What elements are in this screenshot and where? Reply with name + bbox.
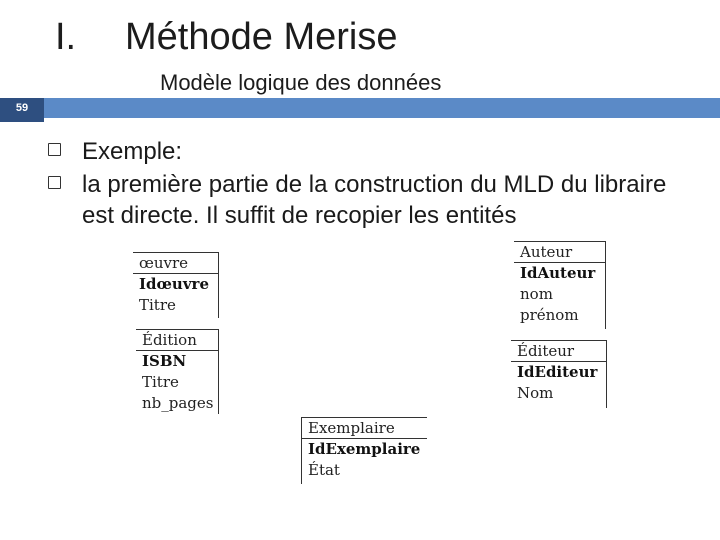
page-number: 59: [0, 98, 44, 122]
entity-attribute: nom: [520, 285, 553, 303]
entity-name: Édition: [136, 330, 218, 351]
checkbox-bullet-icon: [48, 176, 61, 189]
header-band: [44, 98, 720, 118]
entity-auteur: [514, 241, 606, 329]
bullet-list: [48, 136, 678, 231]
bullet-item: [48, 169, 678, 231]
entity-key: IdAuteur: [520, 264, 596, 282]
slide-subtitle: Modèle logique des données: [160, 70, 442, 95]
entity-editeur: [511, 340, 607, 408]
entity-name: œuvre: [133, 253, 218, 274]
entity-attribute: Nom: [517, 384, 554, 402]
entity-name: Éditeur: [511, 341, 606, 362]
entity-edition: [136, 329, 219, 414]
entity-attribute: État: [308, 461, 340, 479]
bullet-text: la première partie de la construction du MLD du libraire est directe. Il suffit de recopier les entités: [82, 171, 667, 229]
entity-key: ISBN: [142, 352, 187, 370]
slide-title: [55, 16, 397, 59]
title-number: I.: [55, 16, 77, 58]
bullet-item: [48, 136, 678, 167]
entity-oeuvre: [133, 252, 219, 318]
entity-key: IdEditeur: [517, 363, 598, 381]
entity-attribute: prénom: [520, 306, 579, 324]
title-text: Méthode Merise: [125, 16, 398, 58]
bullet-text: Exemple:: [82, 138, 183, 165]
entity-attribute: Titre: [139, 296, 176, 314]
entity-attribute: nb_pages: [142, 394, 214, 412]
entity-name: Auteur: [514, 242, 605, 263]
entity-name: Exemplaire: [302, 418, 427, 439]
entity-key: IdExemplaire: [308, 440, 421, 458]
checkbox-bullet-icon: [48, 143, 61, 156]
entity-key: Idœuvre: [139, 275, 209, 293]
entity-exemplaire: [301, 417, 427, 484]
entity-attribute: Titre: [142, 373, 179, 391]
